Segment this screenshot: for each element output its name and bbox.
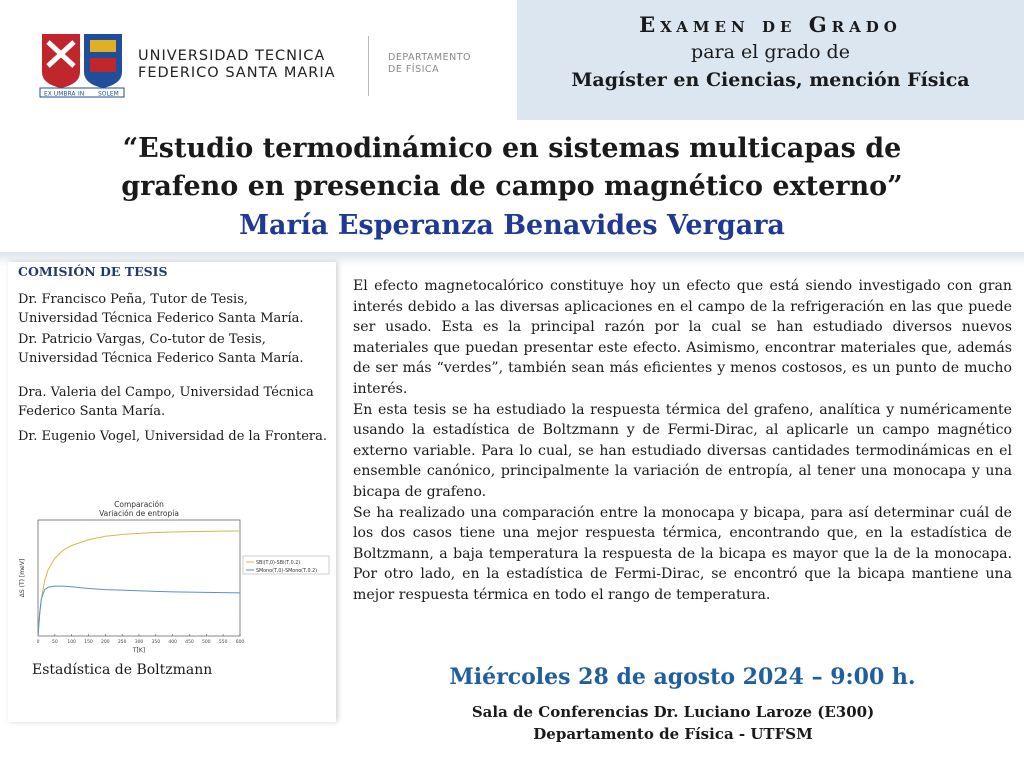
x-tick-label: 0 [36, 640, 40, 645]
thesis-title: “Estudio termodinámico en sistemas multicapas de grafeno en presencia de campo magnético externo” [121, 133, 903, 202]
y-axis-label: ΔS (T) [meV] [19, 558, 26, 598]
x-tick-label: 200 [101, 640, 110, 645]
chart-subtitle: Variación de entropía [99, 509, 179, 518]
x-tick-label: 100 [67, 640, 76, 645]
x-tick-label: 600 [235, 640, 245, 645]
chart-title: Comparación [114, 500, 164, 509]
series-line-0 [38, 531, 240, 636]
committee-member: Dr. Patricio Vargas, Co-tutor de Tesis, Universidad Técnica Federico Santa María. [18, 332, 304, 366]
legend-entry: SMono(T,0)-SMono(T,0.2) [256, 568, 317, 574]
entropy-chart [14, 498, 332, 658]
abstract-paragraph: Se ha realizado una comparación entre la monocapa y bicapa, para así determinar cuál de los dos casos tiene una mejor respuesta térmica, encontrando que, en la estadística de Boltzmann, a baja temperatura la respuesta de la bicapa es mayor que la de la monocapa. Por otro lado, en la estadística de Fermi-Dirac, se encontró que la bicapa mantiene una mejor respuesta térmica en todo el rango de temperatura. [353, 504, 1012, 603]
legend-entry: SBi(T,0)-SBi(T,0.2) [256, 560, 301, 566]
x-tick-label: 50 [51, 640, 58, 645]
university-crest-icon [38, 32, 126, 98]
abstract-paragraph: En esta tesis se ha estudiado la respuesta térmica del grafeno, analítica y numéricamente usando la estadística de Boltzmann y de Fermi-Dirac, al aplicarle un campo magnético externo variable. Para lo cual, se han estudiado diversas cantidades termodinámicas en el ensemble canónico, principalmente la variación de entropía, al tener una monocapa y una bicapa de grafeno. [353, 401, 1012, 500]
series-line-1 [38, 586, 240, 636]
entropy-chart-svg [14, 498, 332, 658]
x-tick-label: 400 [168, 640, 177, 645]
x-tick-label: 350 [151, 640, 161, 645]
committee-member: Dra. Valeria del Campo, Universidad Técnica Federico Santa María. [18, 385, 314, 419]
logo-divider [368, 36, 369, 96]
svg-text:IN: IN [78, 90, 85, 98]
exam-title: Examen de Grado [639, 12, 902, 37]
x-tick-label: 500 [202, 640, 211, 645]
university-name: UNIVERSIDAD TECNICA FEDERICO SANTA MARIA [138, 48, 336, 81]
exam-info-box [517, 0, 1024, 120]
committee-member: Dr. Francisco Peña, Tutor de Tesis, Universidad Técnica Federico Santa María. [18, 292, 304, 326]
abstract [353, 276, 1012, 606]
event-venue: Sala de Conferencias Dr. Luciano Laroze (E300) Departamento de Física - UTFSM [471, 703, 875, 743]
x-tick-label: 150 [84, 640, 93, 645]
committee-panel [8, 262, 336, 722]
chart-plot-area [38, 520, 240, 636]
exam-subtitle: para el grado de [691, 41, 850, 63]
abstract-paragraph: El efecto magnetocalórico constituye hoy un efecto que está siendo investigado con gran interés debido a las diversas aplicaciones en el campo de la refrigeración en las que puede ser usado. Esta es la principal razón por la cual se han estudiado diversos nuevos materiales que puedan presentar este efecto. Asimismo, encontrar materiales que, además de ser más “verdes”, también sean más eficientes y menos costosos, es un punto de mucho interés. [353, 278, 1012, 397]
university-logo [38, 32, 478, 102]
figure-caption: Estadística de Boltzmann [32, 662, 213, 678]
x-tick-label: 250 [117, 640, 127, 645]
x-tick-label: 300 [134, 640, 144, 645]
author-name: María Esperanza Benavides Vergara [239, 210, 785, 241]
exam-degree: Magíster en Ciencias, mención Física [571, 69, 970, 91]
svg-text:EX UMBRA: EX UMBRA [44, 90, 76, 98]
department-name: DEPARTAMENTO DE FÍSICA [388, 52, 471, 75]
committee-member: Dr. Eugenio Vogel, Universidad de la Frontera. [18, 429, 328, 444]
committee-heading: COMISIÓN DE TESIS [18, 264, 168, 279]
x-tick-label: 550 [218, 640, 228, 645]
x-axis-label: T[K] [132, 647, 146, 654]
svg-text:SOLEM: SOLEM [98, 90, 119, 98]
event-datetime: Miércoles 28 de agosto 2024 – 9:00 h. [449, 664, 916, 690]
x-tick-label: 450 [185, 640, 194, 645]
